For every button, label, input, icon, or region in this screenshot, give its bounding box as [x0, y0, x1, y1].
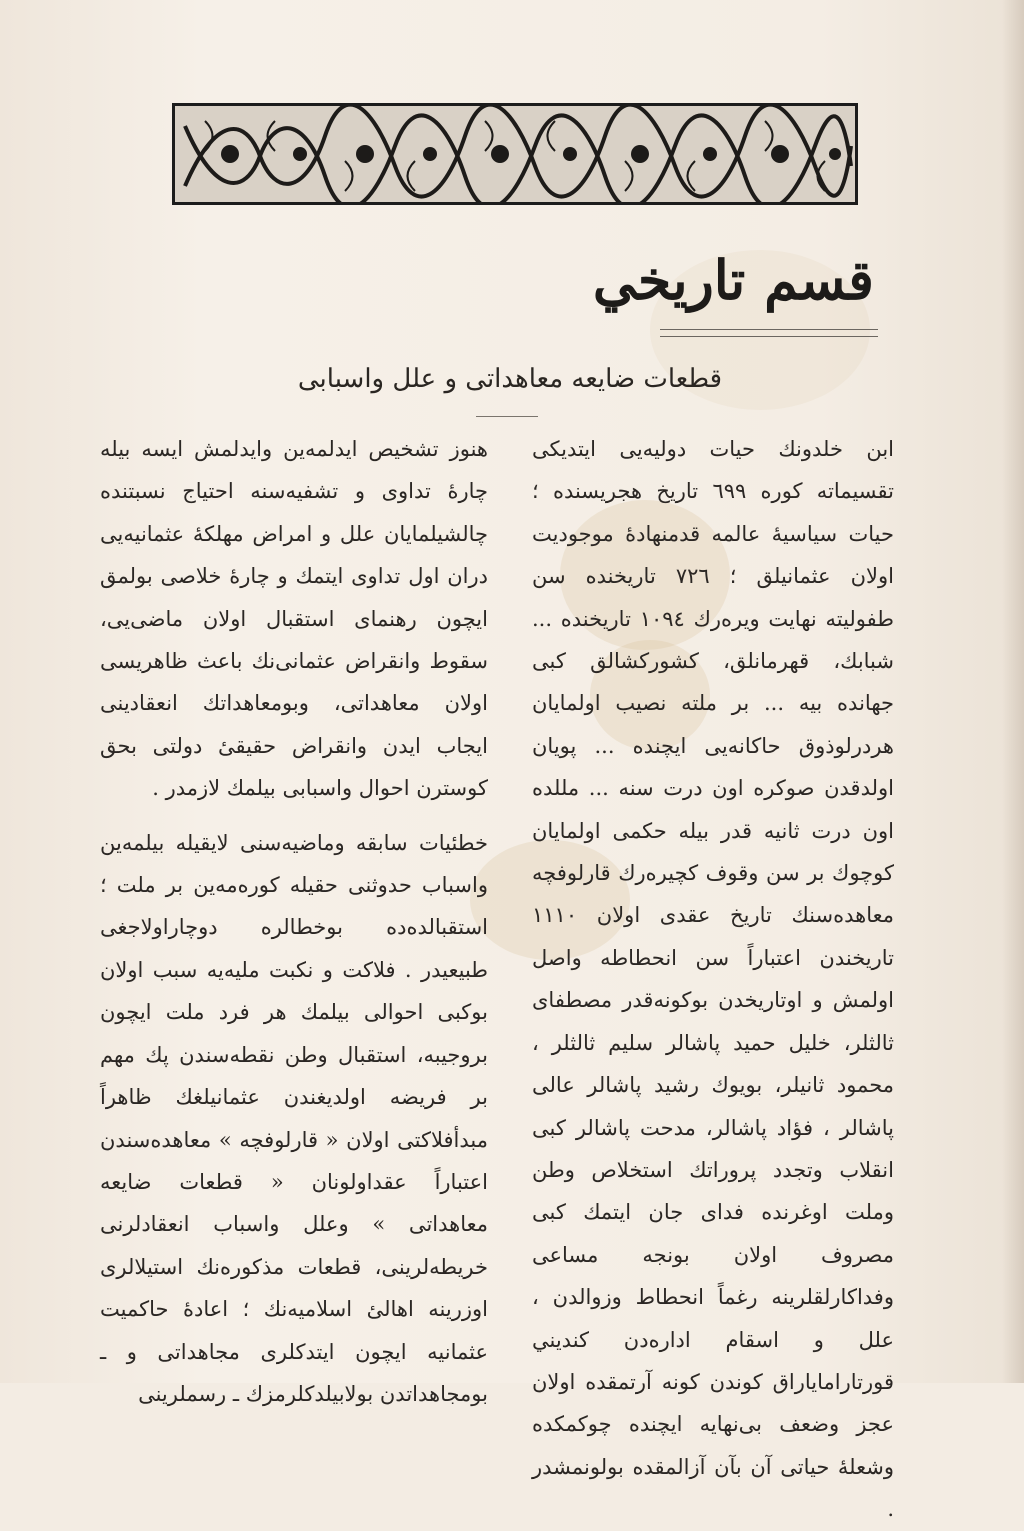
paragraph: هنوز تشخيص ايدلمه‌ين وايدلمش ايسه بيله چارهٔ تداوی و تشفيه‌سنه احتياج نسبتنده چالشيلمايان علل و امراض مهلكهٔ عثمانيه‌يی دران اول تداوی ايتمك و چارهٔ خلاصی بولمق ايچون رهنمای استقبال اولان ماضی‌يی، سقوط وانقراض عثمانی‌نك باعث ظاهريسی اولان معاهداتی، وبومعاهداتك انعقادينی ايجاب ايدن وانقراض حقيقیٔ دولتی بحق كوسترن احوال واسبابی بيلمك لازمدر . [100, 437, 488, 801]
section-title-rule [660, 329, 878, 337]
article-title: قطعات ضايعه معاهداتی و علل واسبابی [297, 364, 723, 394]
paragraph: ابن خلدونك حيات دولیه‌یی ايتديكی تقسیماته كوره ٦٩٩ تاريخ هجريسنده ؛ حيات سياسيهٔ عالمه قدمنهادهٔ موجوديت اولان عثمانيلق ؛ ٧٢٦ تاريخنده سن طفوليته نهايت ويره‌رك ١٠٩٤ تاريخنده ... شبابك، قهرمانلق، كشوركشالق كبی جهانده بيه ... بر ملته نصيب اولمايان هردرلوذوق حاكانه‌يی ايچنده ... پويان اولدقدن صوكره اون درت سنه ... مللده اون درت ثانيه قدر بيله حكمی اولمايان كوچوك بر سن وقوف كچيره‌رك قارلوفچه معاهده‌سنك تاريخ عقدی اولان ١١١٠ تاريخندن اعتباراً سن انحطاطه واصل اولمش و اوتاريخدن بوكونه‌قدر مصطفای ثالثلر، خليل حميد پاشالر سليم ثالثلر ، محمود ثانيلر، بويوك رشيد پاشالر عالی پاشالر ، فؤاد پاشالر، مدحت پاشالر كبی انقلاب وتجدد پروراتك استخلاص وطن وملت اوغرنده فدای جان ايتمك كبی مصروف اولان بونجه مساعی وفداكارلقلرينه رغماً انحطاط وزوالدن ، علل و اسقام اداره‌دن كنديني قورتاراماياراق كوندن كونه آرتمقده اولان عجز وضعف بی‌نهايه ايچنده چوكمكده وشعلهٔ حياتی آن بآن آزالمقده بولونمشدر . [532, 437, 894, 1522]
section-title: قسم تاريخي [592, 248, 874, 312]
left-text-column [100, 428, 488, 1415]
right-text-column [532, 428, 894, 1531]
floral-ornament-icon [175, 106, 855, 202]
paragraph: خطئيات سابقه وماضيه‌سنی لايقيله بيلمه‌ين واسباب حدوثنی حقيله كوره‌مه‌ين بر ملت ؛ استقبالده‌ده بوخطالره دوچاراولاجغی طبيعيدر . فلاكت و نكبت مليه‌يه سبب اولان بوكبی احوالی بيلمك هر فرد ملت ايچون بروجيبه، استقبال وطن نقطه‌سندن پك مهم بر فريضه اولديغندن عثمانيلغك ظاهراً مبدأفلاكتی اولان « قارلوفچه » معاهده‌سندن اعتباراً عقداولونان « قطعات ضايعه معاهداتی » وعلل واسباب انعقادلرنی خريطه‌لرينی، قطعات مذكوره‌نك استيلالری اوزرينه اهالئ اسلاميه‌نك ؛ اعادهٔ حاكميت عثمانيه ايچون ايتدكلری مجاهداتی و ـ بومجاهداتدن بولابيلدكلرمزك ـ رسملرينی [100, 830, 488, 1406]
decorative-header-band [172, 103, 858, 205]
article-title-divider [476, 416, 538, 417]
page-edge-shadow [1002, 0, 1024, 1383]
